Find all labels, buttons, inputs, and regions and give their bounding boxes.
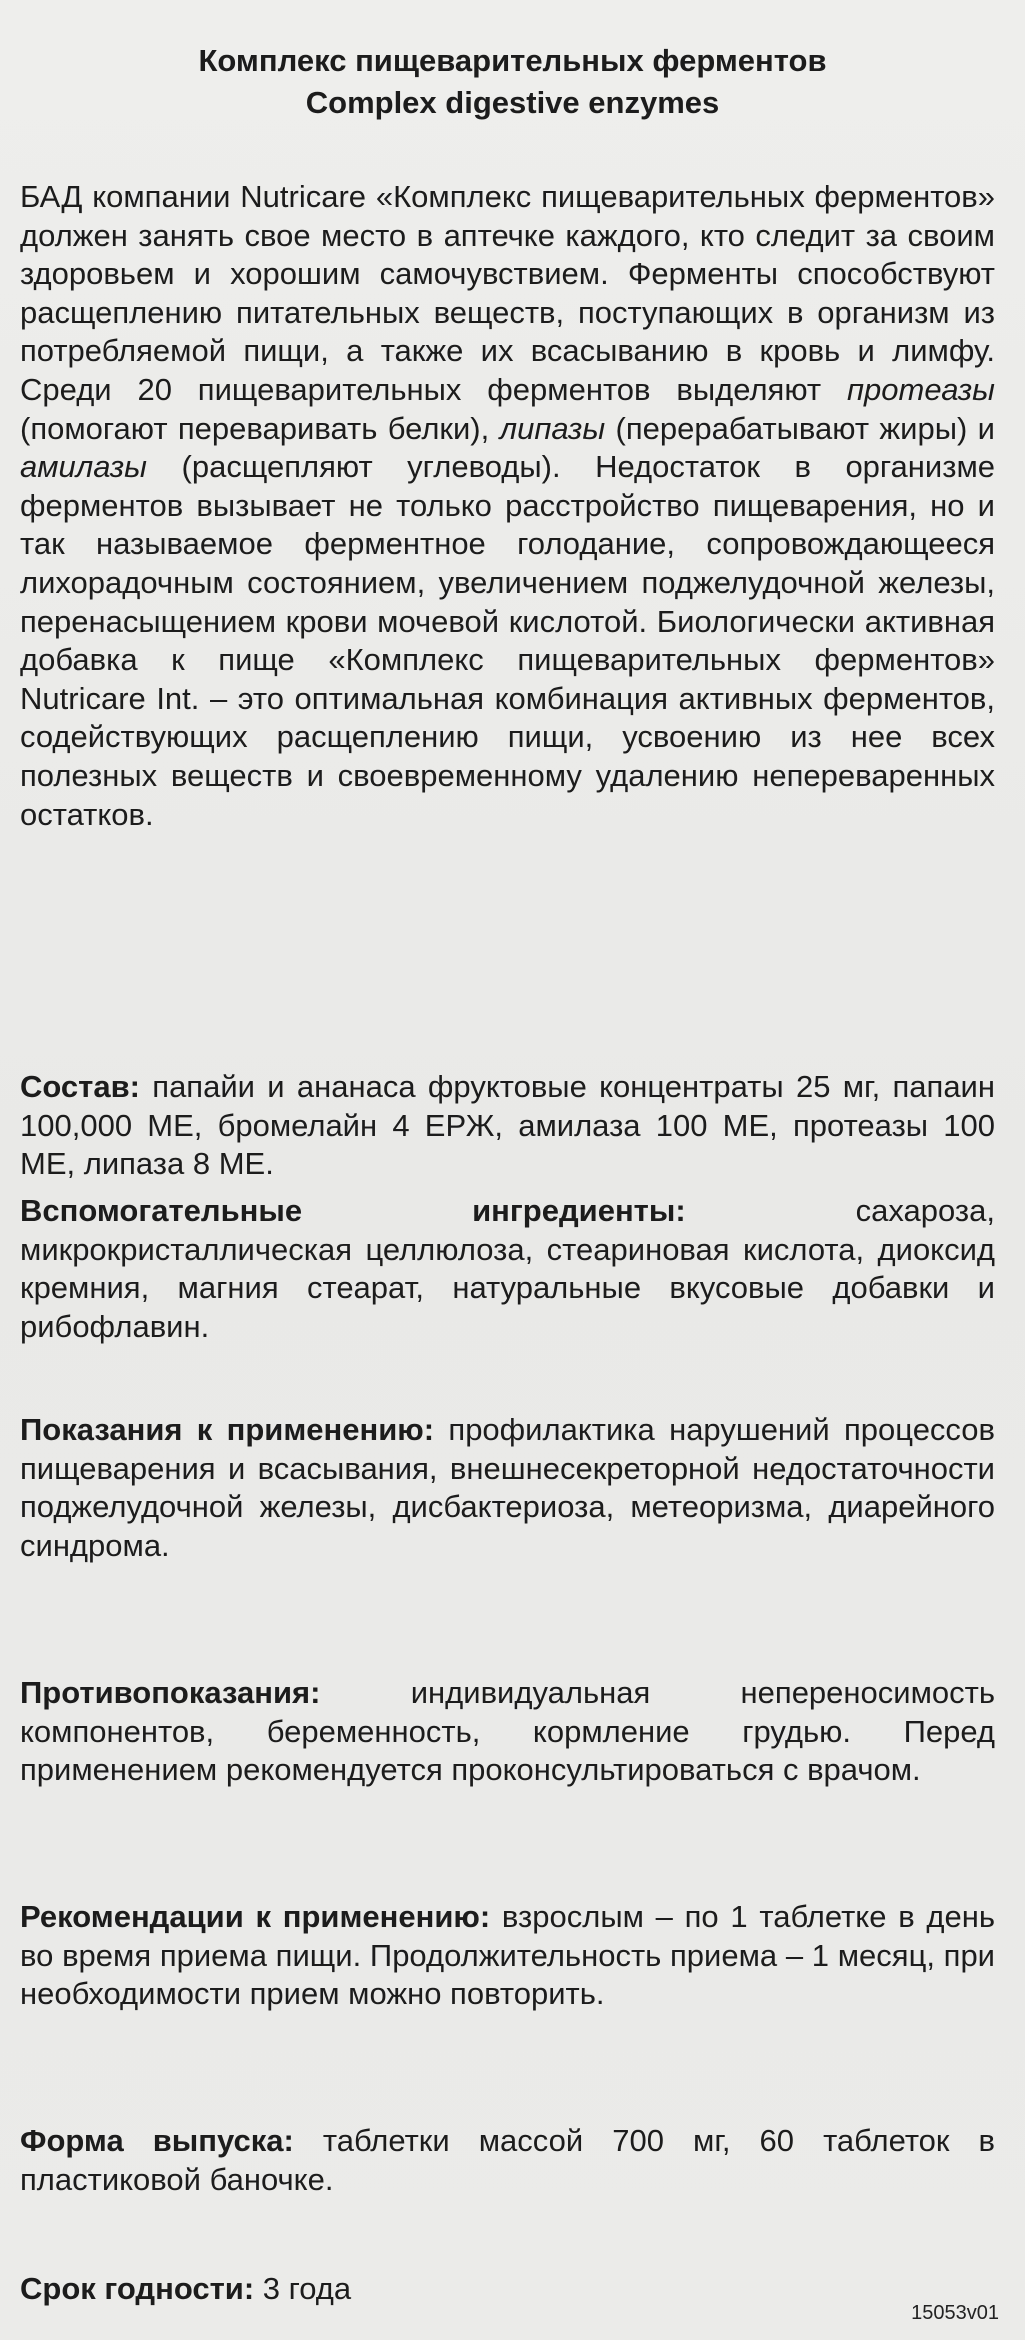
intro-text-2: (помогают переваривать белки), — [20, 410, 500, 446]
composition-section — [20, 1068, 995, 1184]
contraindications-text: индивидуальная непереносимость компонентов, беременность, кормление грудью. Перед применением рекомендуется проконсультироваться с врачом. — [20, 1675, 995, 1788]
auxiliary-label: Вспомогательные ингредиенты: — [20, 1193, 686, 1228]
print-code: 15053v01 — [911, 2302, 999, 2324]
release-form-label: Форма выпуска: — [20, 2123, 294, 2158]
intro-term-proteases: протеазы — [846, 371, 995, 407]
auxiliary-ingredients-section — [20, 1192, 995, 1346]
indications-label: Показания к применению: — [20, 1412, 435, 1447]
title-russian: Комплекс пищеварительных ферментов — [198, 43, 827, 78]
shelf-life-label: Срок годности: — [20, 2271, 255, 2306]
document-header — [0, 40, 1025, 124]
composition-label: Состав: — [20, 1069, 140, 1104]
recommendations-text: взрослым – по 1 таблетке в день во время приема пищи. Продолжительность приема – 1 месяц, при необходимости прием можно повторить. — [20, 1899, 995, 2012]
intro-term-lipases: липазы — [499, 410, 606, 446]
title-english: Complex digestive enzymes — [305, 85, 720, 120]
release-form-section — [20, 2122, 995, 2199]
intro-text-1: БАД компании Nutricare «Комплекс пищеварительных ферментов» должен занять свое место в аптечке каждого, кто следит за своим здоровьем и хорошим самочувствием. Ферменты способствуют расщеплению питательных веществ, поступающих в организм из потребляемой пищи, а также их всасыванию в кровь и лимфу. Среди 20 пищеварительных ферментов выделяют — [20, 179, 995, 407]
contraindications-section — [20, 1674, 995, 1790]
auxiliary-text: сахароза, микрокристаллическая целлюлоза, стеариновая кислота, диоксид кремния, магния стеарат, натуральные вкусовые добавки и рибофлавин. — [20, 1193, 995, 1344]
shelf-life-text: 3 года — [254, 2271, 352, 2306]
indications-text: профилактика нарушений процессов пищеварения и всасывания, внешнесекреторной недостаточности поджелудочной железы, дисбактериоза, метеоризма, диарейного синдрома. — [20, 1412, 995, 1563]
intro-text-4: (расщепляют углеводы). Недостаток в организме ферментов вызывает не только расстройство пищеварения, но и так называемое ферментное голодание, сопровождающееся лихорадочным состоянием, увеличением поджелудочной железы, перенасыщением крови мочевой кислотой. Биологически активная добавка к пище «Комплекс пищеварительных ферментов» Nutricare Int. – это оптимальная комбинация активных ферментов, содействующих расщеплению пищи, усвоению из нее всех полезных веществ и своевременному удалению непереваренных остатков. — [20, 449, 995, 832]
composition-text: папайи и ананаса фруктовые концентраты 25 мг, папаин 100,000 МЕ, бромелайн 4 ЕРЖ, амилаза 100 МЕ, протеазы 100 МЕ, липаза 8 МЕ. — [20, 1069, 995, 1182]
release-form-text: таблетки массой 700 мг, 60 таблеток в пластиковой баночке. — [20, 2123, 996, 2197]
intro-paragraph — [20, 178, 995, 834]
recommendations-section — [20, 1898, 995, 2014]
intro-term-amylases: амилазы — [20, 449, 147, 485]
recommendations-label: Рекомендации к применению: — [20, 1899, 491, 1934]
intro-text-3: (перерабатывают жиры) и — [605, 410, 995, 446]
contraindications-label: Противопоказания: — [20, 1675, 321, 1710]
indications-section — [20, 1411, 995, 1565]
shelf-life-section — [20, 2270, 995, 2309]
